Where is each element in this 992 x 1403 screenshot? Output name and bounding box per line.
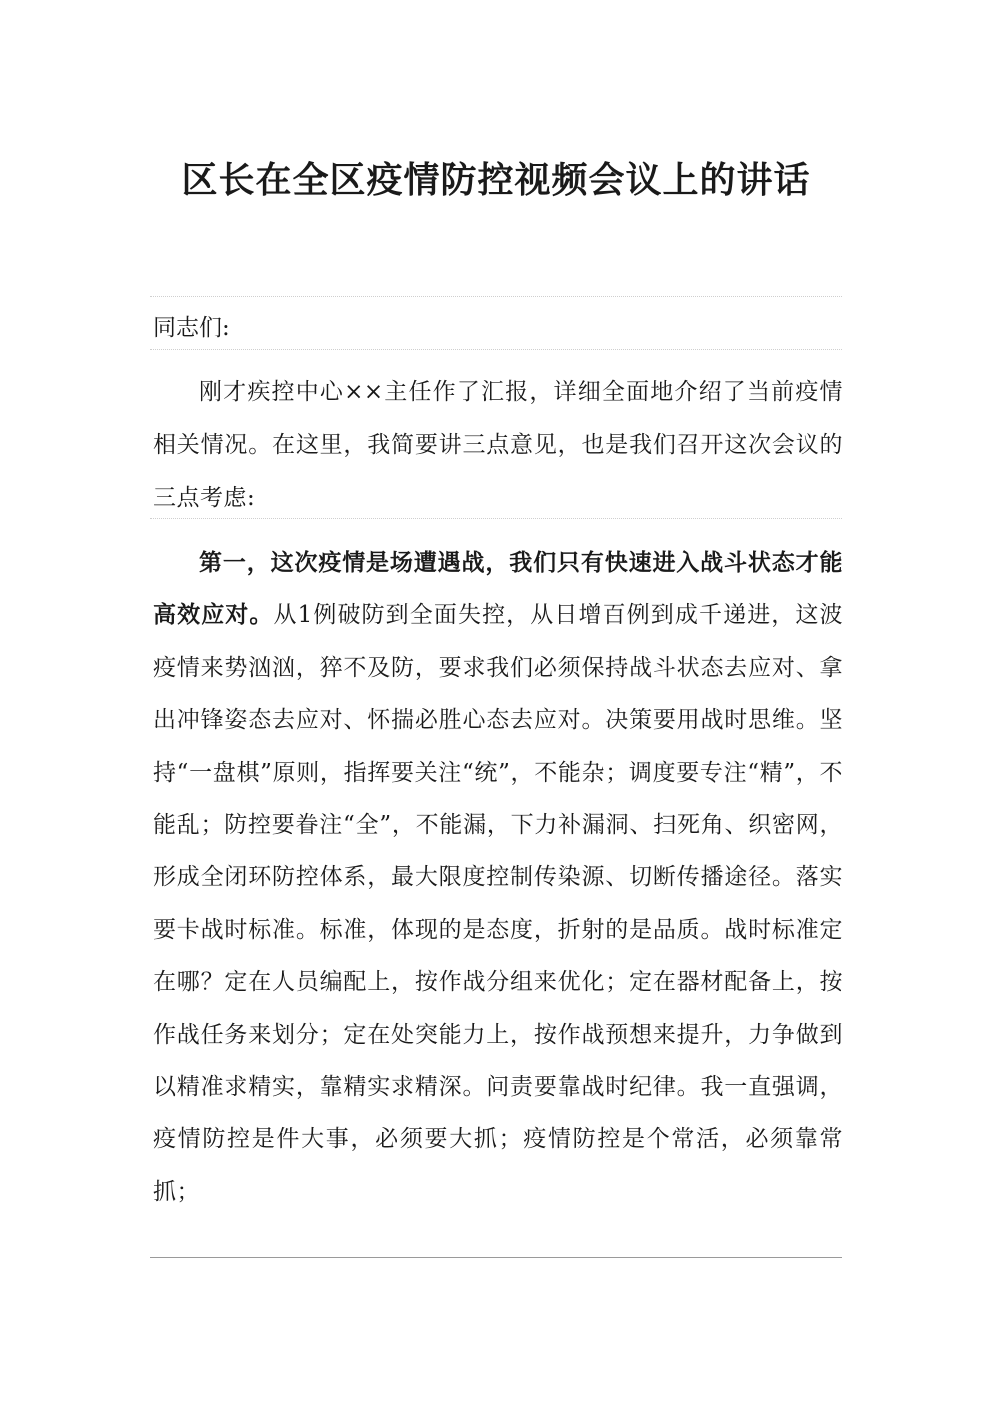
divider-salutation [150,349,842,350]
salutation: 同志们: [153,315,230,341]
point-one-lead: 第一，这次疫情是场遭遇战，我们只有快速进入战斗状态才能高效应对。 [153,549,843,629]
point-one-paragraph [153,537,843,1218]
divider-intro [150,518,842,519]
divider-top [150,296,842,297]
point-one-body: 从1例破防到全面失控，从日增百例到成千递进，这波疫情来势汹汹，猝不及防，要求我们必须保持战斗状态去应对、拿出冲锋姿态去应对、怀揣必胜心态去应对。决策要用战时思维。坚持“一盘棋”原则，指挥要关注“统”，不能杂；调度要专注“精”，不能乱；防控要眷注“全”，不能漏，下力补漏洞、扫死角、织密网，形成全闭环防控体系，最大限度控制传染源、切断传播途径。落实要卡战时标准。标准，体现的是态度，折射的是品质。战时标准定在哪？定在人员编配上，按作战分组来优化；定在器材配备上，按作战任务来划分；定在处突能力上，按作战预想来提升，力争做到以精准求精实，靠精实求精深。问责要靠战时纪律。我一直强调，疫情防控是件大事，必须要大抓；疫情防控是个常活，必须靠常抓； [153,602,843,1205]
page-bottom-rule [150,1257,842,1258]
intro-paragraph: 刚才疾控中心××主任作了汇报，详细全面地介绍了当前疫情相关情况。在这里，我简要讲三点意见，也是我们召开这次会议的三点考虑: [153,379,843,511]
document-title: 区长在全区疫情防控视频会议上的讲话 [181,159,811,201]
